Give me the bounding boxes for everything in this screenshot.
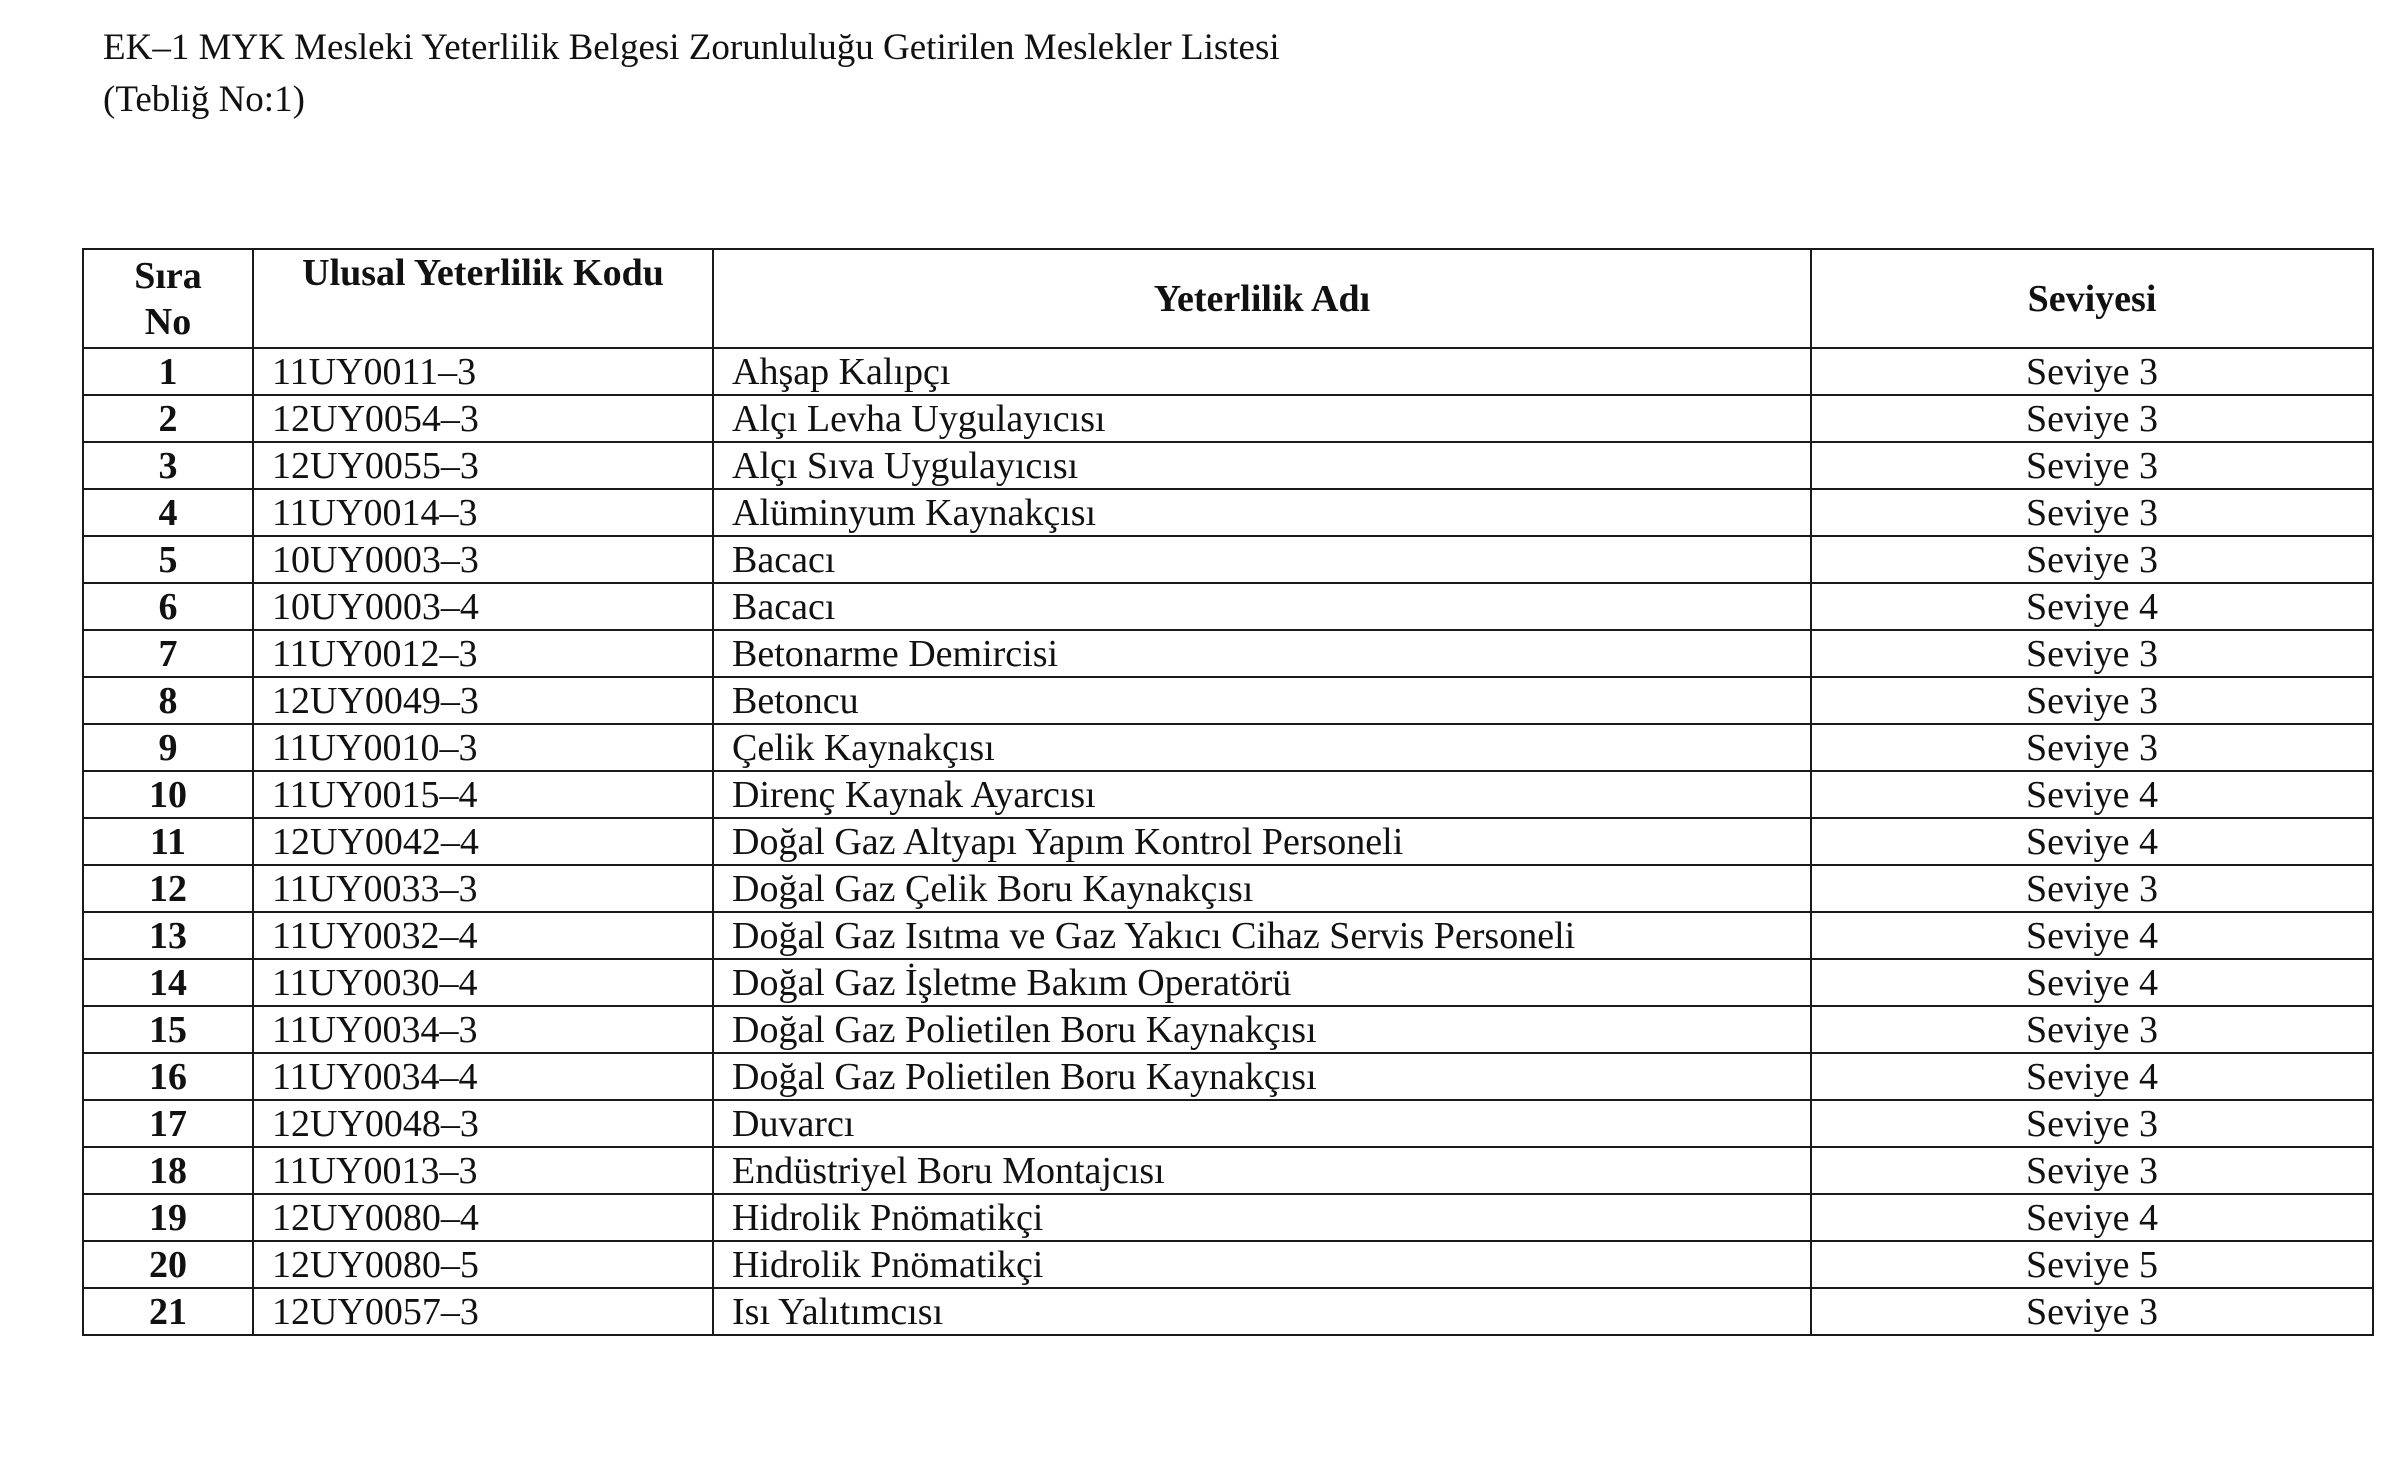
table-row [83, 1194, 2373, 1241]
row-qualification-name: Ahşap Kalıpçı [713, 348, 1811, 395]
row-number: 1 [83, 348, 253, 395]
row-number: 11 [83, 818, 253, 865]
row-level: Seviye 5 [1811, 1241, 2373, 1288]
row-number: 6 [83, 583, 253, 630]
row-qualification-code: 11UY0033–3 [253, 865, 713, 912]
row-number: 8 [83, 677, 253, 724]
row-number: 15 [83, 1006, 253, 1053]
table-row [83, 959, 2373, 1006]
row-qualification-name: Doğal Gaz Polietilen Boru Kaynakçısı [713, 1053, 1811, 1100]
row-level: Seviye 4 [1811, 959, 2373, 1006]
row-level: Seviye 3 [1811, 442, 2373, 489]
row-qualification-name: Hidrolik Pnömatikçi [713, 1241, 1811, 1288]
row-number: 12 [83, 865, 253, 912]
row-level: Seviye 4 [1811, 583, 2373, 630]
column-header-ad: Yeterlilik Adı [713, 249, 1811, 348]
row-level: Seviye 4 [1811, 1194, 2373, 1241]
row-qualification-name: Direnç Kaynak Ayarcısı [713, 771, 1811, 818]
row-level: Seviye 3 [1811, 724, 2373, 771]
row-number: 13 [83, 912, 253, 959]
row-number: 17 [83, 1100, 253, 1147]
row-level: Seviye 3 [1811, 1100, 2373, 1147]
row-number: 5 [83, 536, 253, 583]
row-qualification-name: Alüminyum Kaynakçısı [713, 489, 1811, 536]
row-qualification-code: 10UY0003–3 [253, 536, 713, 583]
row-level: Seviye 3 [1811, 489, 2373, 536]
row-qualification-name: Çelik Kaynakçısı [713, 724, 1811, 771]
table-row [83, 536, 2373, 583]
table-row [83, 818, 2373, 865]
qualification-table [82, 248, 2374, 1336]
column-header-kod: Ulusal Yeterlilik Kodu [253, 249, 713, 348]
table-row [83, 865, 2373, 912]
table-row [83, 348, 2373, 395]
row-qualification-name: Bacacı [713, 536, 1811, 583]
row-level: Seviye 3 [1811, 865, 2373, 912]
row-qualification-name: Hidrolik Pnömatikçi [713, 1194, 1811, 1241]
row-number: 21 [83, 1288, 253, 1335]
row-number: 3 [83, 442, 253, 489]
column-header-sira-line1: Sıra [134, 254, 202, 297]
table-row [83, 724, 2373, 771]
row-qualification-code: 11UY0010–3 [253, 724, 713, 771]
row-level: Seviye 3 [1811, 630, 2373, 677]
table-row [83, 442, 2373, 489]
title-line-2: (Tebliğ No:1) [103, 79, 305, 120]
row-level: Seviye 3 [1811, 1288, 2373, 1335]
row-qualification-code: 11UY0014–3 [253, 489, 713, 536]
table-row [83, 1241, 2373, 1288]
table-row [83, 1100, 2373, 1147]
row-qualification-code: 12UY0055–3 [253, 442, 713, 489]
column-header-seviye: Seviyesi [1811, 249, 2373, 348]
row-level: Seviye 3 [1811, 1147, 2373, 1194]
row-level: Seviye 3 [1811, 395, 2373, 442]
row-level: Seviye 4 [1811, 1053, 2373, 1100]
row-qualification-name: Betoncu [713, 677, 1811, 724]
row-number: 2 [83, 395, 253, 442]
row-level: Seviye 4 [1811, 818, 2373, 865]
row-qualification-code: 11UY0011–3 [253, 348, 713, 395]
row-qualification-code: 12UY0049–3 [253, 677, 713, 724]
row-qualification-name: Duvarcı [713, 1100, 1811, 1147]
row-level: Seviye 3 [1811, 677, 2373, 724]
row-qualification-code: 10UY0003–4 [253, 583, 713, 630]
column-header-sira-no [83, 249, 253, 348]
row-number: 7 [83, 630, 253, 677]
document-title [103, 22, 1280, 126]
table-row [83, 489, 2373, 536]
row-qualification-code: 12UY0080–5 [253, 1241, 713, 1288]
row-qualification-code: 11UY0012–3 [253, 630, 713, 677]
row-number: 19 [83, 1194, 253, 1241]
table-header-row [83, 249, 2373, 348]
row-qualification-code: 11UY0013–3 [253, 1147, 713, 1194]
row-qualification-code: 11UY0030–4 [253, 959, 713, 1006]
column-header-sira-line2: No [144, 300, 192, 343]
row-qualification-name: Alçı Levha Uygulayıcısı [713, 395, 1811, 442]
row-number: 9 [83, 724, 253, 771]
row-level: Seviye 4 [1811, 771, 2373, 818]
row-qualification-name: Alçı Sıva Uygulayıcısı [713, 442, 1811, 489]
table-row [83, 395, 2373, 442]
table-row [83, 583, 2373, 630]
row-qualification-name: Doğal Gaz İşletme Bakım Operatörü [713, 959, 1811, 1006]
row-qualification-code: 12UY0080–4 [253, 1194, 713, 1241]
row-qualification-name: Doğal Gaz Isıtma ve Gaz Yakıcı Cihaz Servis Personeli [713, 912, 1811, 959]
row-qualification-name: Endüstriyel Boru Montajcısı [713, 1147, 1811, 1194]
row-qualification-code: 12UY0054–3 [253, 395, 713, 442]
title-line-1: EK–1 MYK Mesleki Yeterlilik Belgesi Zorunluluğu Getirilen Meslekler Listesi [103, 27, 1280, 68]
row-number: 14 [83, 959, 253, 1006]
table-row [83, 1053, 2373, 1100]
row-qualification-code: 12UY0057–3 [253, 1288, 713, 1335]
table-row [83, 912, 2373, 959]
row-level: Seviye 3 [1811, 536, 2373, 583]
row-level: Seviye 3 [1811, 348, 2373, 395]
row-qualification-code: 11UY0032–4 [253, 912, 713, 959]
row-qualification-name: Isı Yalıtımcısı [713, 1288, 1811, 1335]
row-qualification-name: Betonarme Demircisi [713, 630, 1811, 677]
row-qualification-code: 11UY0034–4 [253, 1053, 713, 1100]
row-qualification-name: Doğal Gaz Altyapı Yapım Kontrol Personeli [713, 818, 1811, 865]
table-row [83, 677, 2373, 724]
row-qualification-name: Doğal Gaz Çelik Boru Kaynakçısı [713, 865, 1811, 912]
table-row [83, 771, 2373, 818]
table-row [83, 1006, 2373, 1053]
table-row [83, 630, 2373, 677]
row-qualification-code: 12UY0042–4 [253, 818, 713, 865]
row-number: 4 [83, 489, 253, 536]
row-number: 10 [83, 771, 253, 818]
row-level: Seviye 4 [1811, 912, 2373, 959]
row-number: 16 [83, 1053, 253, 1100]
row-level: Seviye 3 [1811, 1006, 2373, 1053]
table-body [83, 348, 2373, 1335]
row-qualification-code: 12UY0048–3 [253, 1100, 713, 1147]
table-row [83, 1147, 2373, 1194]
row-qualification-code: 11UY0034–3 [253, 1006, 713, 1053]
row-qualification-name: Bacacı [713, 583, 1811, 630]
row-number: 18 [83, 1147, 253, 1194]
row-number: 20 [83, 1241, 253, 1288]
table-row [83, 1288, 2373, 1335]
row-qualification-code: 11UY0015–4 [253, 771, 713, 818]
row-qualification-name: Doğal Gaz Polietilen Boru Kaynakçısı [713, 1006, 1811, 1053]
